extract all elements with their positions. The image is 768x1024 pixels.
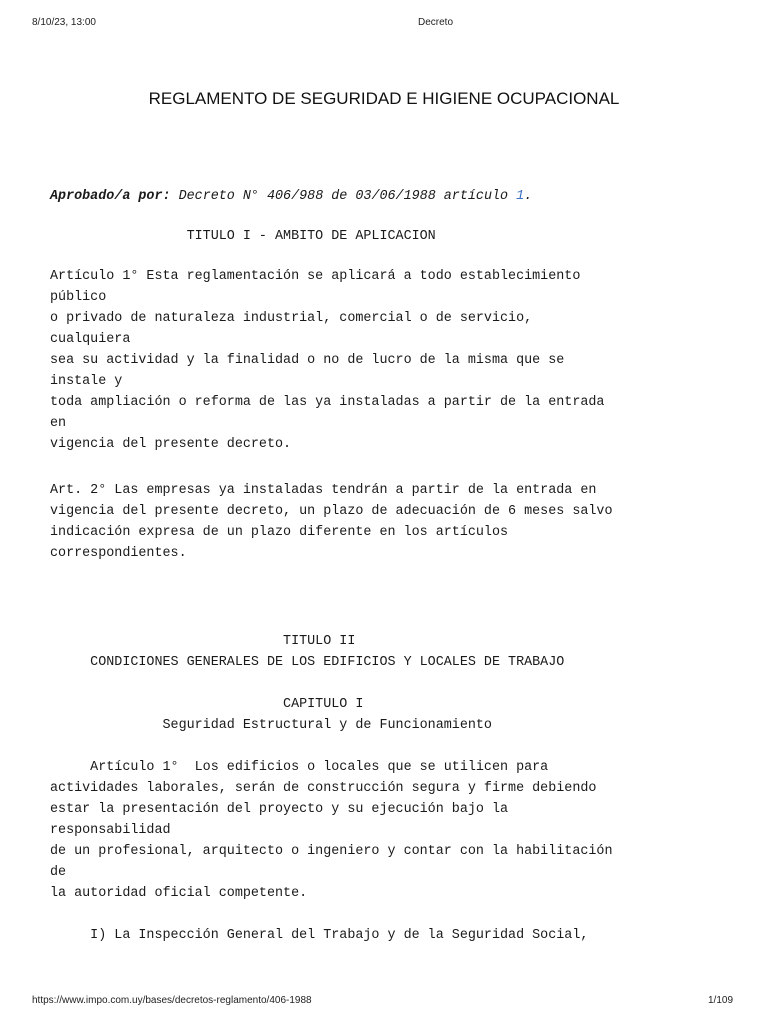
page-number: 1/109 bbox=[708, 995, 734, 1006]
approval-line bbox=[50, 186, 532, 207]
inciso-1-paragraph: I) La Inspección General del Trabajo y de la Seguridad Social, bbox=[50, 928, 589, 943]
capitulo-1-heading: CAPITULO I Seguridad Estructural y de Funcionamiento bbox=[162, 697, 492, 733]
titulo-1-heading: TITULO I - AMBITO DE APLICACION bbox=[50, 229, 436, 244]
article-link[interactable]: 1 bbox=[516, 189, 525, 204]
print-url: https://www.impo.com.uy/bases/decretos-reglamento/406-1988 bbox=[32, 995, 312, 1006]
approval-label: Aprobado/a por: bbox=[50, 189, 171, 204]
titulo-2-heading: TITULO II CONDICIONES GENERALES DE LOS EDIFICIOS Y LOCALES DE TRABAJO bbox=[90, 634, 565, 670]
print-doc-title: Decreto bbox=[418, 17, 454, 28]
articulo-1-paragraph: Artículo 1° Esta reglamentación se aplicará a todo establecimiento público o privado de naturaleza industrial, comercial o de servicio, cualquiera sea su actividad y la finalidad o no de lucro de la misma que se instale y toda ampliación o reforma de las ya instaladas a partir de la entrada en vigencia del presente decreto. bbox=[50, 269, 605, 452]
articulo-2-paragraph: Art. 2° Las empresas ya instaladas tendrán a partir de la entrada en vigencia del presente decreto, un plazo de adecuación de 6 meses salvo indicación expresa de un plazo diferente en los artículos correspondientes. bbox=[50, 483, 613, 561]
document-title: REGLAMENTO DE SEGURIDAD E HIGIENE OCUPACIONAL bbox=[148, 89, 620, 108]
approval-end: . bbox=[524, 189, 533, 204]
print-datetime: 8/10/23, 13:00 bbox=[32, 17, 96, 28]
capitulo-1-articulo-1: Artículo 1° Los edificios o locales que se utilicen para actividades laborales, serán de construcción segura y firme debiendo estar la presentación del proyecto y su ejecución bajo la responsabilidad de un profesional, arquitecto o ingeniero y contar con la habilitación de la autoridad oficial competente. bbox=[50, 760, 613, 901]
approval-text: Decreto N° 406/988 de 03/06/1988 artículo bbox=[170, 189, 517, 204]
